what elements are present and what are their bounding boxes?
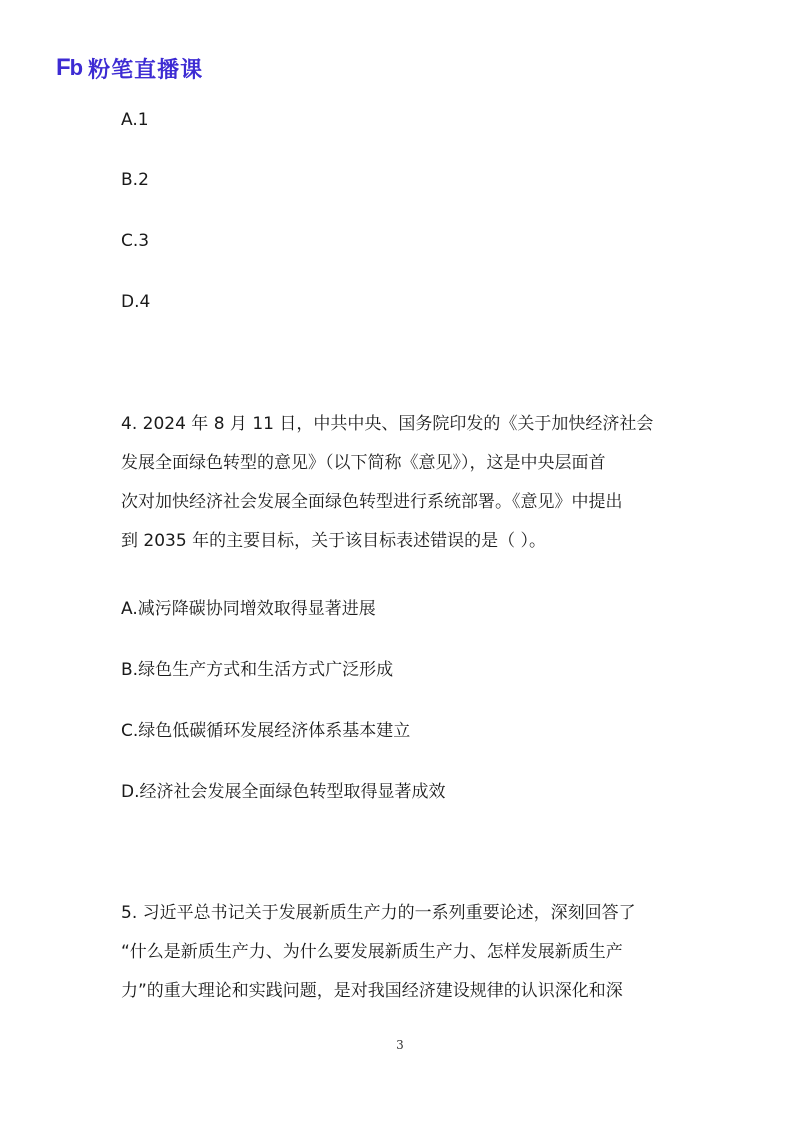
logo-mark-f: F bbox=[56, 54, 70, 81]
q4-option-a: A.减污降碳协同增效取得显著进展 bbox=[121, 599, 376, 619]
q4-option-d: D.经济社会发展全面绿色转型取得显著成效 bbox=[121, 782, 446, 802]
q4-stem-line: 发展全面绿色转型的意见》（以下简称《意见》），这是中央层面首 bbox=[121, 453, 606, 473]
q3-option-c: C.3 bbox=[121, 231, 150, 251]
q3-option-a: A.1 bbox=[121, 110, 149, 130]
q4-option-c: C.绿色低碳循环发展经济体系基本建立 bbox=[121, 721, 411, 741]
q3-option-b: B.2 bbox=[121, 170, 149, 190]
q4-option-b: B.绿色生产方式和生活方式广泛形成 bbox=[121, 660, 394, 680]
q5-stem-line: 5. 习近平总书记关于发展新质生产力的一系列重要论述，深刻回答了 bbox=[121, 903, 636, 923]
logo-text: 粉笔直播课 bbox=[88, 57, 204, 83]
q5-stem-line: 力”的重大理论和实践问题，是对我国经济建设规律的认识深化和深 bbox=[121, 981, 623, 1001]
q4-stem-line: 到 2035 年的主要目标，关于该目标表述错误的是（ ）。 bbox=[121, 531, 546, 551]
q5-stem-line: “什么是新质生产力、为什么要发展新质生产力、怎样发展新质生产 bbox=[121, 942, 623, 962]
fb-logo-icon bbox=[56, 54, 82, 82]
brand-logo bbox=[56, 50, 203, 86]
q4-stem-line: 4. 2024 年 8 月 11 日，中共中央、国务院印发的《关于加快经济社会 bbox=[121, 414, 654, 434]
q3-option-d: D.4 bbox=[121, 292, 151, 312]
page-number: 3 bbox=[396, 1038, 404, 1052]
logo-mark-b: b bbox=[69, 55, 83, 80]
q4-stem-line: 次对加快经济社会发展全面绿色转型进行系统部署。《意见》中提出 bbox=[121, 492, 623, 512]
